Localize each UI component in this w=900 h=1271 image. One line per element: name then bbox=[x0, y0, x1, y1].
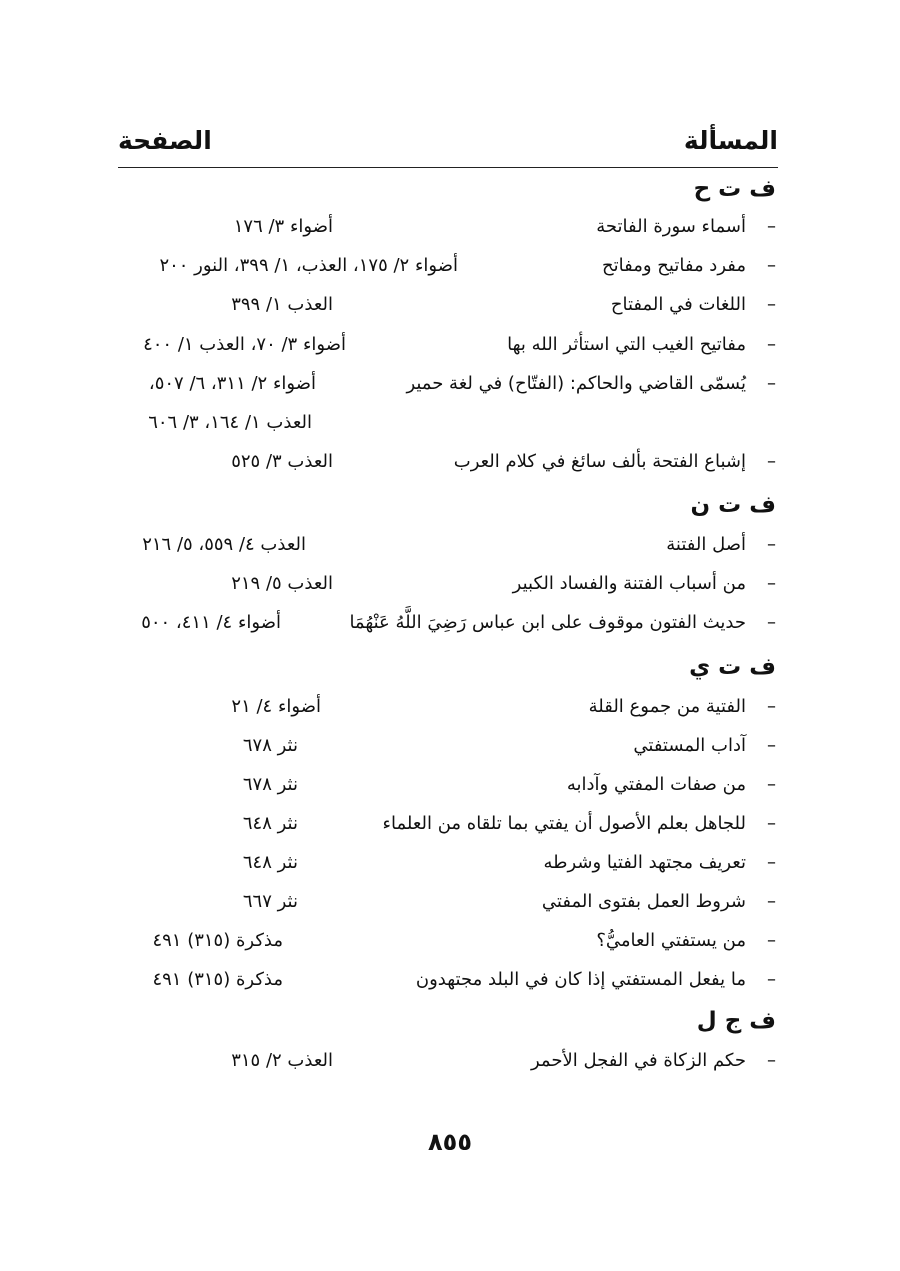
header-divider bbox=[118, 167, 778, 168]
bullet-dash: – bbox=[767, 891, 776, 912]
entry-reference: مذكرة (٣١٥) ٤٩١ bbox=[152, 930, 283, 951]
entry-text: شروط العمل بفتوى المفتي bbox=[541, 891, 746, 912]
index-row-continuation bbox=[118, 412, 776, 444]
bullet-dash: – bbox=[767, 774, 776, 795]
entry-reference: العذب ٥/ ٢١٩ bbox=[231, 573, 333, 594]
issue-column-title: المسألة bbox=[683, 126, 778, 155]
bullet-dash: – bbox=[767, 451, 776, 472]
bullet-dash: – bbox=[767, 573, 776, 594]
entry-reference: أضواء ٤/ ٢١ bbox=[231, 696, 321, 717]
entry-text: حديث الفتون موقوف على ابن عباس رَضِيَ اللَّهُ عَنْهُمَا bbox=[349, 612, 746, 633]
bullet-dash: – bbox=[767, 612, 776, 633]
page-column-title: الصفحة bbox=[118, 126, 212, 155]
index-row bbox=[118, 852, 776, 884]
entry-reference: أضواء ٢/ ١٧٥، العذب، ١/ ٣٩٩، النور ٢٠٠ bbox=[159, 255, 458, 276]
entry-reference: مذكرة (٣١٥) ٤٩١ bbox=[152, 969, 283, 990]
index-row bbox=[118, 373, 776, 405]
entry-reference: أضواء ٣/ ٧٠، العذب ١/ ٤٠٠ bbox=[143, 334, 346, 355]
bullet-dash: – bbox=[767, 735, 776, 756]
entry-text: للجاهل بعلم الأصول أن يفتي بما تلقاه من العلماء bbox=[382, 813, 746, 834]
index-row bbox=[118, 969, 776, 1001]
entry-reference: العذب ١/ ١٦٤، ٣/ ٦٠٦ bbox=[148, 412, 312, 433]
entry-text: ما يفعل المستفتي إذا كان في البلد مجتهدون bbox=[415, 969, 746, 990]
entry-text: آداب المستفتي bbox=[633, 735, 746, 756]
index-row bbox=[118, 774, 776, 806]
entry-text: إشباع الفتحة بألف سائغ في كلام العرب bbox=[453, 451, 746, 472]
index-row bbox=[118, 216, 776, 248]
entry-text: من صفات المفتي وآدابه bbox=[566, 774, 746, 795]
entry-text: الفتية من جموع القلة bbox=[588, 696, 746, 717]
index-row bbox=[118, 735, 776, 767]
entry-reference: نثر ٦٤٨ bbox=[242, 852, 298, 873]
entry-text: اللغات في المفتاح bbox=[610, 294, 746, 315]
bullet-dash: – bbox=[767, 216, 776, 237]
index-row bbox=[118, 696, 776, 728]
entry-reference: العذب ١/ ٣٩٩ bbox=[231, 294, 333, 315]
bullet-dash: – bbox=[767, 696, 776, 717]
entry-text: أسماء سورة الفاتحة bbox=[596, 216, 746, 237]
entry-text: مفاتيح الغيب التي استأثر الله بها bbox=[507, 334, 746, 355]
bullet-dash: – bbox=[767, 1050, 776, 1071]
entry-reference: أضواء ٢/ ٣١١، ٦/ ٥٠٧، bbox=[148, 373, 316, 394]
index-row bbox=[118, 612, 776, 644]
index-row bbox=[118, 334, 776, 366]
index-row bbox=[118, 534, 776, 566]
entry-text: من أسباب الفتنة والفساد الكبير bbox=[512, 573, 746, 594]
entry-reference: نثر ٦٦٧ bbox=[242, 891, 298, 912]
entry-reference: نثر ٦٧٨ bbox=[242, 735, 298, 756]
entry-reference: نثر ٦٧٨ bbox=[242, 774, 298, 795]
bullet-dash: – bbox=[767, 255, 776, 276]
column-header bbox=[118, 118, 778, 168]
root-heading-fjl: ف ج ل bbox=[696, 1008, 776, 1034]
entry-text: مفرد مفاتيح ومفاتح bbox=[602, 255, 746, 276]
index-row bbox=[118, 891, 776, 923]
bullet-dash: – bbox=[767, 294, 776, 315]
entry-text: من يستفتي العاميُّ؟ bbox=[596, 930, 746, 951]
entry-reference: العذب ٤/ ٥٥٩، ٥/ ٢١٦ bbox=[142, 534, 306, 555]
index-row bbox=[118, 451, 776, 483]
entry-reference: العذب ٢/ ٣١٥ bbox=[231, 1050, 333, 1071]
root-heading-ftn: ف ت ن bbox=[690, 492, 776, 518]
bullet-dash: – bbox=[767, 534, 776, 555]
index-row bbox=[118, 930, 776, 962]
entry-reference: أضواء ٣/ ١٧٦ bbox=[233, 216, 333, 237]
index-row bbox=[118, 813, 776, 845]
entry-reference: نثر ٦٤٨ bbox=[242, 813, 298, 834]
bullet-dash: – bbox=[767, 813, 776, 834]
root-heading-fth: ف ت ح bbox=[693, 176, 776, 202]
entry-text: حكم الزكاة في الفجل الأحمر bbox=[530, 1050, 746, 1071]
index-row bbox=[118, 255, 776, 287]
entry-text: يُسمّى القاضي والحاكم: (الفتّاح) في لغة حمير bbox=[406, 373, 746, 394]
bullet-dash: – bbox=[767, 969, 776, 990]
bullet-dash: – bbox=[767, 930, 776, 951]
index-row bbox=[118, 1050, 776, 1082]
bullet-dash: – bbox=[767, 852, 776, 873]
index-row bbox=[118, 294, 776, 326]
entry-text: أصل الفتنة bbox=[666, 534, 746, 555]
root-heading-fty: ف ت ي bbox=[689, 654, 776, 680]
entry-reference: العذب ٣/ ٥٢٥ bbox=[231, 451, 333, 472]
page-number: ٨٥٥ bbox=[428, 1128, 472, 1156]
bullet-dash: – bbox=[767, 373, 776, 394]
index-row bbox=[118, 573, 776, 605]
entry-reference: أضواء ٤/ ٤١١، ٥٠٠ bbox=[141, 612, 281, 633]
bullet-dash: – bbox=[767, 334, 776, 355]
entry-text: تعريف مجتهد الفتيا وشرطه bbox=[543, 852, 746, 873]
